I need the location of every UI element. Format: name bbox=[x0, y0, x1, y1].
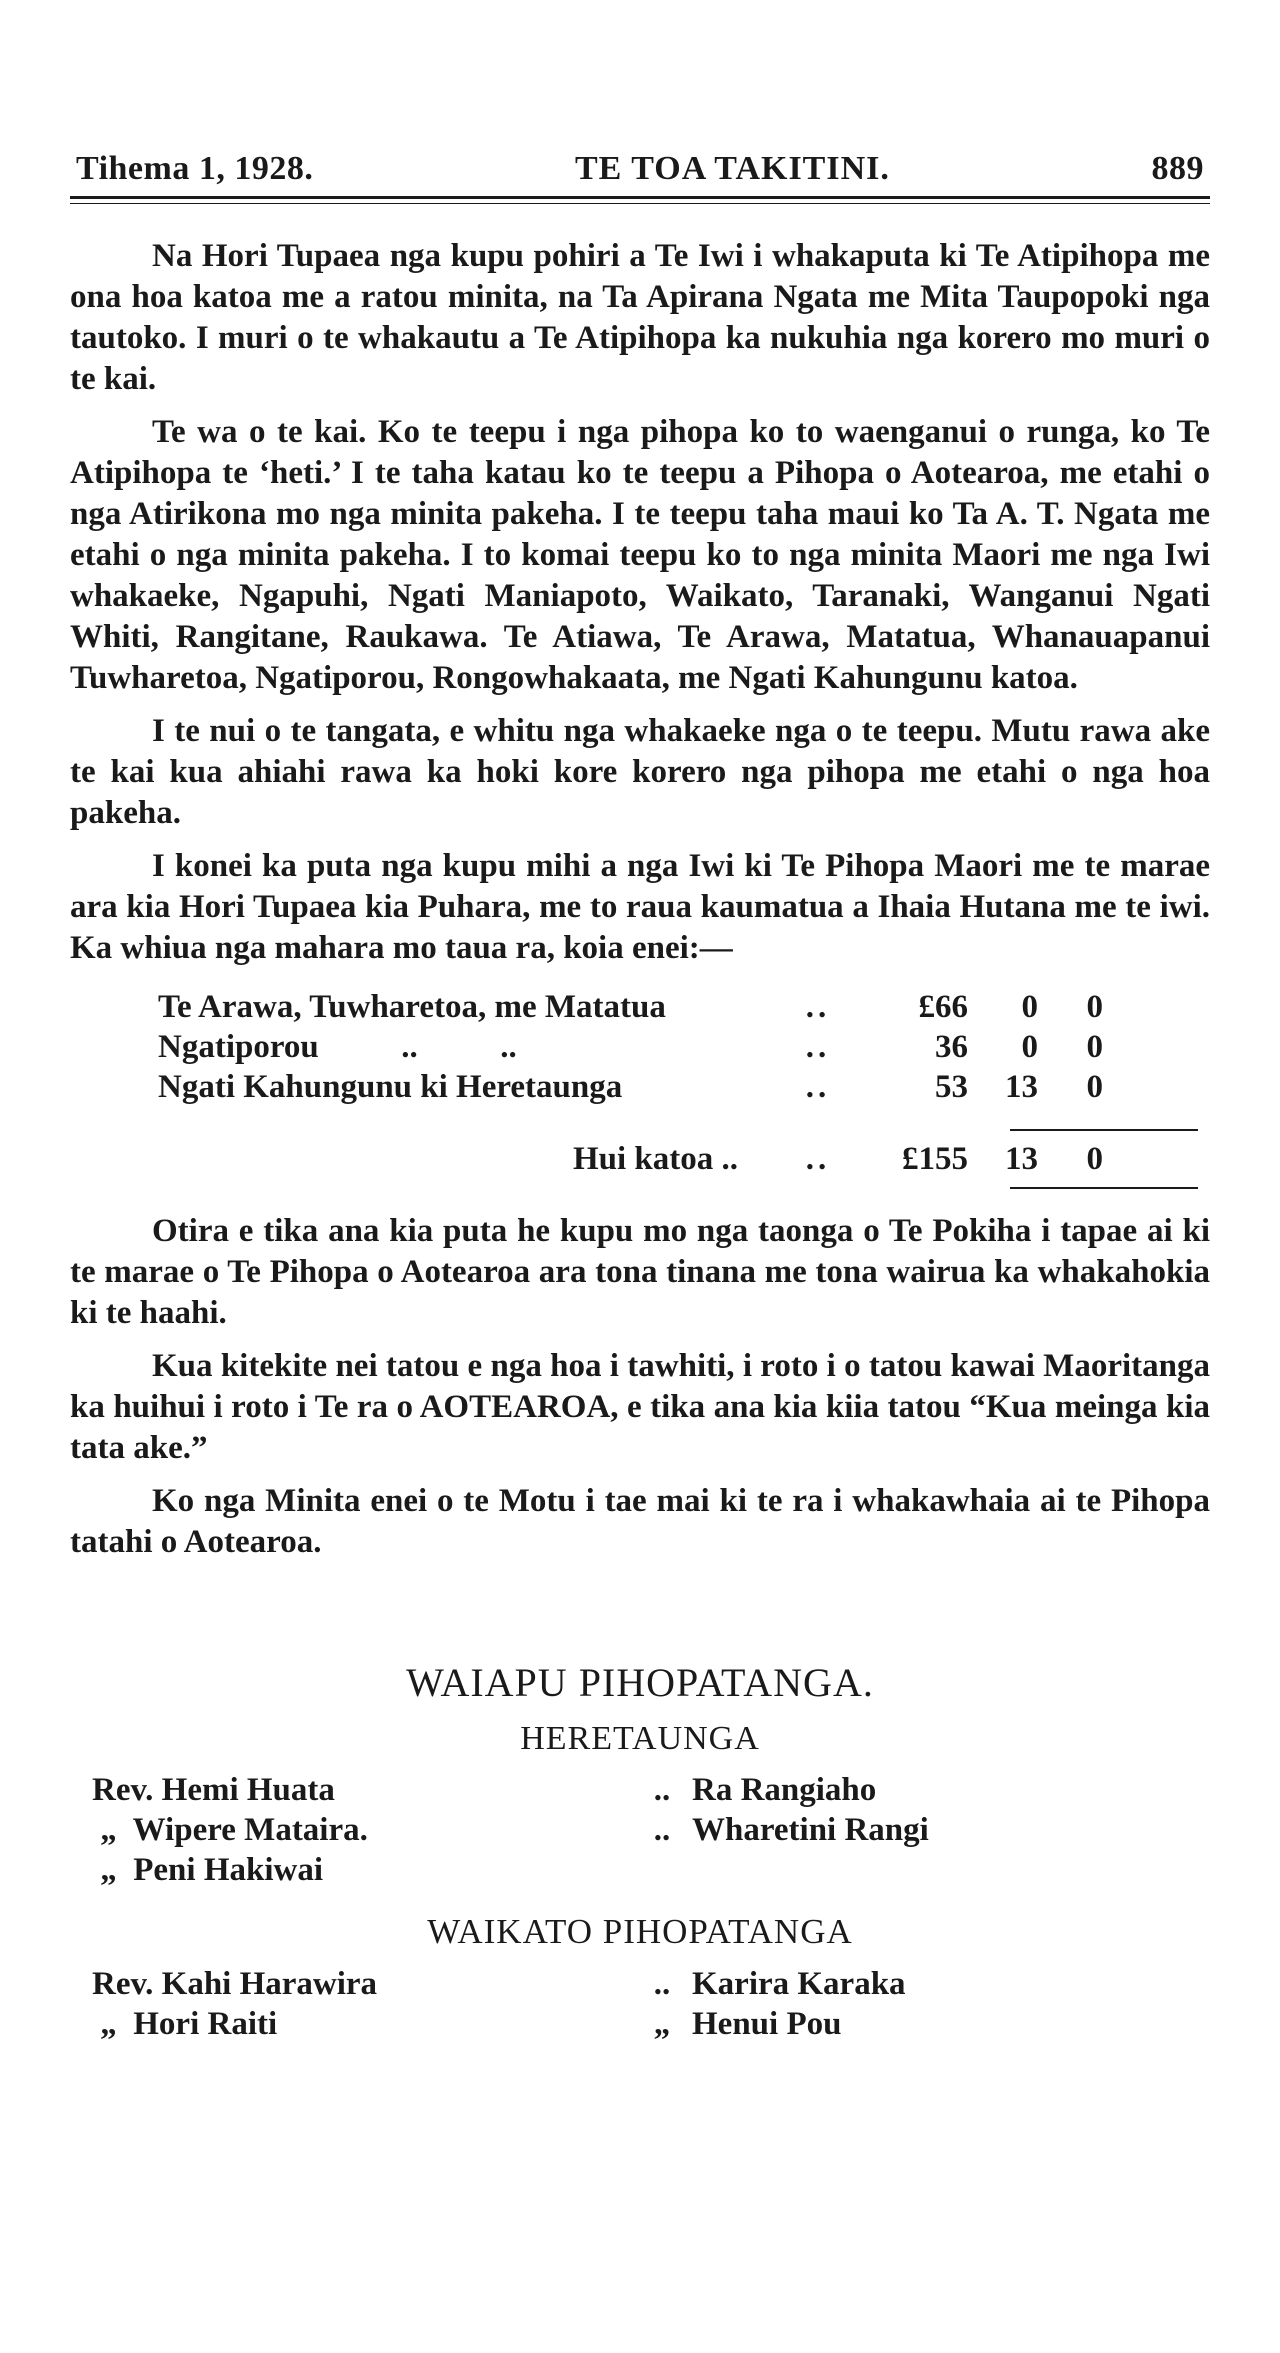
clergy-left: „ Hori Raiti bbox=[92, 2006, 278, 2042]
clergy-right: Wharetini Rangi bbox=[692, 1812, 929, 1848]
tally-pence: 0 bbox=[1086, 989, 1103, 1025]
tally-dots: .. bbox=[805, 1141, 831, 1177]
clergy-row bbox=[92, 1850, 1210, 1890]
tally-row bbox=[158, 987, 1203, 1027]
section-subtitle: HERETAUNGA bbox=[520, 1720, 760, 1757]
running-head bbox=[70, 150, 1210, 188]
tally-total-pence: 0 bbox=[1086, 1141, 1103, 1177]
tally-name: Ngati Kahungunu ki Heretaunga bbox=[158, 1069, 623, 1105]
section-title: WAIKATO PIHOPATANGA bbox=[427, 1912, 853, 1951]
paragraph: I konei ka puta nga kupu mihi a nga Iwi ki Te Pihopa Maori me te marae ara kia Hori Tupaea kia Puhara, me to raua kaumatua a Ihaia Hutana me te iwi. Ka whiua nga mahara mo taua ra, koia enei:— bbox=[70, 848, 1210, 966]
clergy-row bbox=[92, 1810, 1210, 1850]
paragraph: Otira e tika ana kia puta he kupu mo nga taonga o Te Pokiha i tapae ai ki te marae o Te Pihopa o Aotearoa ara tona tinana me tona wairua ka whakahokia ki te haahi. bbox=[70, 1213, 1210, 1331]
page bbox=[70, 150, 1210, 2044]
article-body-continued bbox=[70, 1211, 1210, 1563]
clergy-right: Karira Karaka bbox=[692, 1966, 906, 2002]
tally-dots: .. bbox=[805, 1029, 831, 1065]
tally-total-label: Hui katoa .. bbox=[572, 1141, 738, 1177]
clergy-left: „ Peni Hakiwai bbox=[92, 1852, 324, 1888]
section-title: WAIAPU PIHOPATANGA. bbox=[406, 1660, 874, 1705]
paragraph: Ko nga Minita enei o te Motu i tae mai ki te ra i whakawhaia ai te Pihopa tatahi o Aotearoa. bbox=[70, 1483, 1210, 1560]
tally-total-row bbox=[158, 1139, 1203, 1179]
clergy-dots: .. bbox=[653, 1966, 671, 2002]
paragraph: Kua kitekite nei tatou e nga hoa i tawhiti, i roto i o tatou kawai Maoritanga ka huihui i roto i Te ra o AOTEAROA, e tika ana kia kiia tatou “Kua meinga kia tata ake.” bbox=[70, 1348, 1210, 1466]
clergy-left: „ Wipere Mataira. bbox=[92, 1812, 368, 1848]
tally-rule bbox=[1010, 1129, 1198, 1131]
tally-name: Te Arawa, Tuwharetoa, me Matatua bbox=[158, 989, 666, 1025]
tally-shillings: 0 bbox=[1021, 989, 1038, 1025]
tally-shillings: 0 bbox=[1021, 1029, 1038, 1065]
paragraph: Te wa o te kai. Ko te teepu i nga pihopa ko to waenganui o runga, ko Te Atipihopa te ‘heti.’ I te taha katau ko te teepu a Pihopa o Aotearoa, me etahi o nga Atirikona mo nga minita pakeha. I te teepu taha maui ko Ta A. T. Ngata me etahi o nga minita pakeha. I to komai teepu ko to nga minita Maori me nga Iwi whakaeke, Ngapuhi, Ngati Maniapoto, Waikato, Taranaki, Wanganui Ngati Whiti, Rangitane, Raukawa. Te Atiawa, Te Arawa, Matatua, Whanauapanui Tuwharetoa, Ngatiporou, Rongowhakaata, me Ngati Kahungunu katoa. bbox=[70, 414, 1210, 696]
clergy-right: Ra Rangiaho bbox=[692, 1772, 877, 1808]
clergy-right: Henui Pou bbox=[692, 2006, 842, 2042]
header-rule bbox=[70, 196, 1210, 204]
clergy-right bbox=[692, 1850, 1192, 1890]
clergy-row bbox=[92, 2004, 1210, 2044]
tally-name: Ngatiporou .. .. bbox=[158, 1029, 517, 1065]
page-number: 889 bbox=[1151, 150, 1204, 187]
tally-shillings: 13 bbox=[1005, 1069, 1038, 1105]
clergy-left: Rev. Hemi Huata bbox=[92, 1772, 335, 1808]
tally-row bbox=[158, 1027, 1203, 1067]
clergy-list bbox=[92, 1770, 1210, 1890]
tally-row bbox=[158, 1067, 1203, 1107]
tally-total-pounds: £155 bbox=[902, 1141, 968, 1177]
tally-pounds: 53 bbox=[935, 1069, 968, 1105]
tally-pounds: £66 bbox=[918, 989, 968, 1025]
tally-pence: 0 bbox=[1086, 1029, 1103, 1065]
clergy-dots bbox=[632, 1850, 692, 1890]
paragraph: I te nui o te tangata, e whitu nga whakaeke nga o te teepu. Mutu rawa ake te kai kua ahiahi rawa ka hoki kore korero nga pihopa me etahi o nga hoa pakeha. bbox=[70, 713, 1210, 831]
tally-total-shillings: 13 bbox=[1005, 1141, 1038, 1177]
clergy-dots: .. bbox=[653, 1812, 671, 1848]
tally-dots: .. bbox=[805, 1069, 831, 1105]
tally-pounds: 36 bbox=[935, 1029, 968, 1065]
clergy-left: Rev. Kahi Harawira bbox=[92, 1966, 378, 2002]
paragraph: Na Hori Tupaea nga kupu pohiri a Te Iwi i whakaputa ki Te Atipihopa me ona hoa katoa me a ratou minita, na Ta Apirana Ngata me Mita Taupopoki nga tautoko. I muri o te whakautu a Te Atipihopa ka nukuhia nga korero mo muri o te kai. bbox=[70, 238, 1210, 397]
clergy-row bbox=[92, 1964, 1210, 2004]
article-body bbox=[70, 236, 1210, 969]
tally-rule bbox=[1010, 1187, 1198, 1189]
header-date: Tihema 1, 1928. bbox=[76, 150, 314, 187]
journal-title: TE TOA TAKITINI. bbox=[574, 150, 890, 187]
tally-pence: 0 bbox=[1086, 1069, 1103, 1105]
tally-dots: .. bbox=[805, 989, 831, 1025]
clergy-row bbox=[92, 1770, 1210, 1810]
clergy-dots: .. bbox=[653, 1772, 671, 1808]
clergy-list bbox=[92, 1964, 1210, 2044]
clergy-dots: „ bbox=[653, 2006, 671, 2042]
donation-tally bbox=[158, 987, 1203, 1189]
